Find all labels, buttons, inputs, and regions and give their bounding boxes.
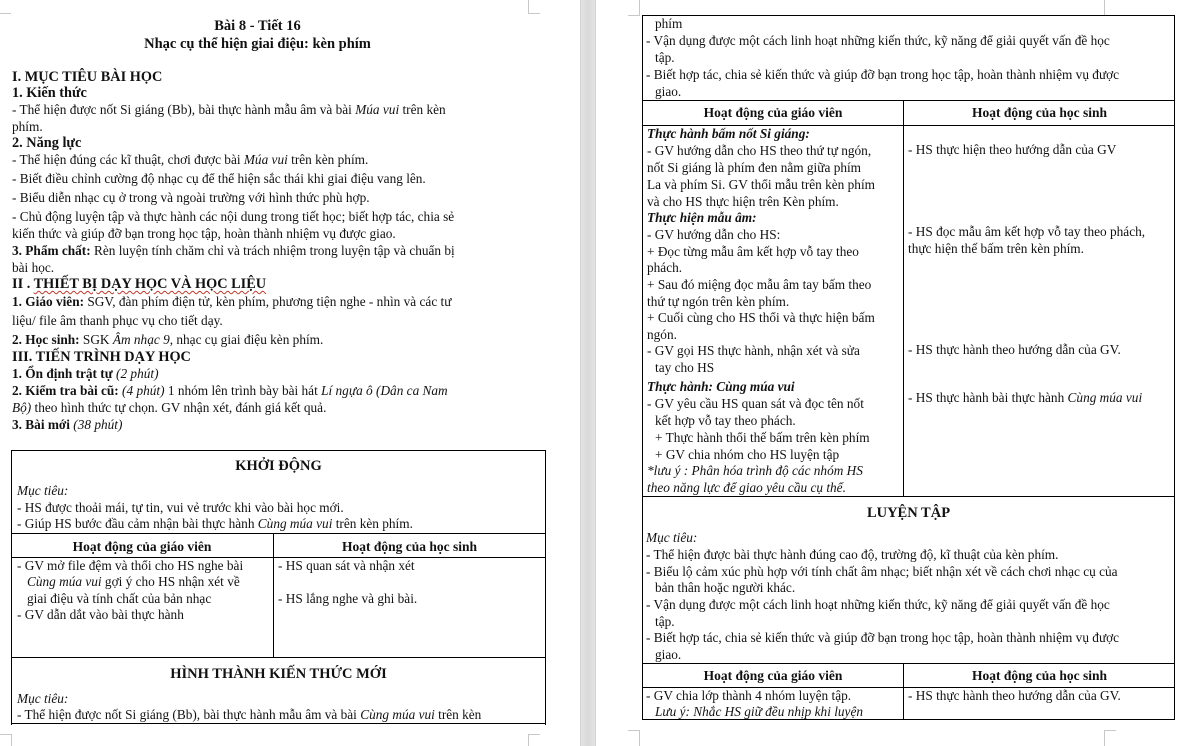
equipment-teacher-cont: liệu/ file âm thanh phục vụ cho tiết dạy. xyxy=(12,313,223,328)
activity-heading-practice: Thực hành: Cùng múa vui xyxy=(647,379,795,394)
teacher-activity-cont: kết hợp vỗ tay theo phách. xyxy=(655,413,796,428)
student-activity: - HS đọc mẫu âm kết hợp vỗ tay theo phách, xyxy=(908,224,1146,239)
practice-goal: - Biết hợp tác, chia sẻ kiến thức và giúp đỡ bạn trong học tập, hoàn thành nhiệm vụ được xyxy=(646,630,1120,645)
page-corner-mark xyxy=(628,730,640,746)
page-gutter xyxy=(580,0,596,746)
teacher-activity: - GV yêu cầu HS quan sát và đọc tên nốt xyxy=(647,396,864,411)
table-rule xyxy=(642,100,1175,101)
teacher-activity: + Sau đó miệng đọc mẫu âm tay bấm theo xyxy=(647,277,872,292)
teacher-activity: - GV hướng dẫn cho HS theo thứ tự ngón, xyxy=(647,143,872,158)
page-corner-mark xyxy=(1104,730,1116,746)
teacher-activity: thứ tự ngón trên kèn phím. xyxy=(647,294,790,309)
teacher-activity-cont: Cùng múa vui gợi ý cho HS nhận xét về xyxy=(27,574,240,589)
page-corner-mark xyxy=(0,734,12,746)
practice-goal: - Vận dụng được một cách linh hoạt những kiến thức, kỹ năng để giải quyết vấn đề học xyxy=(646,597,1110,612)
equipment-teacher: 1. Giáo viên: SGV, đàn phím điện tử, kèn phím, phương tiện nghe - nhìn và các tư xyxy=(12,294,452,309)
new-knowledge-goal: - Biết hợp tác, chia sẻ kiến thức và giúp đỡ bạn trong học tập, hoàn thành nhiệm vụ được xyxy=(646,67,1120,82)
lesson-title: Nhạc cụ thể hiện giai điệu: kèn phím xyxy=(144,36,371,52)
table-rule xyxy=(11,723,546,724)
teacher-activity: ngón. xyxy=(647,327,677,342)
table-rule xyxy=(11,533,546,534)
qualities-text-cont: bài học. xyxy=(12,260,55,275)
page-corner-mark xyxy=(0,0,11,14)
equipment-student: 2. Học sinh: SGK Âm nhạc 9, nhạc cụ giai điệu kèn phím. xyxy=(12,332,324,347)
process-step-2: 2. Kiểm tra bài cũ: (4 phút) 1 nhóm lên trình bày bài hát Lí ngựa ô (Dân ca Nam xyxy=(12,383,448,398)
col-header-student: Hoạt động của học sinh xyxy=(341,539,478,554)
teacher-note-cont: theo năng lực để giao yêu cầu cụ thể. xyxy=(647,480,846,495)
teacher-activity: phách. xyxy=(647,260,683,275)
competence-item: - Biểu diễn nhạc cụ ở trong và ngoài trường với hình thức phù hợp. xyxy=(12,190,370,205)
document-page-right xyxy=(596,0,1182,746)
teacher-activity: - GV mở file đệm và thổi cho HS nghe bài xyxy=(17,558,244,573)
col-header-teacher: Hoạt động của giáo viên xyxy=(703,105,843,120)
col-header-teacher: Hoạt động của giáo viên xyxy=(703,668,843,683)
section-heading-objectives: I. MỤC TIÊU BÀI HỌC xyxy=(12,69,163,85)
competence-item: - Chủ động luyện tập và thực hành các nội dung trong tiết học; biết hợp tác, chia sẻ xyxy=(12,209,455,224)
page-corner-mark xyxy=(528,0,540,14)
table-column-divider xyxy=(903,663,904,720)
process-step-1: 1. Ổn định trật tự (2 phút) xyxy=(12,366,159,381)
col-header-student: Hoạt động của học sinh xyxy=(971,668,1108,683)
warmup-heading: KHỞI ĐỘNG xyxy=(235,458,322,474)
new-knowledge-goal-cont: tập. xyxy=(655,50,675,65)
col-header-student: Hoạt động của học sinh xyxy=(971,105,1108,120)
page-corner-mark xyxy=(628,0,640,16)
document-page-left xyxy=(0,0,580,746)
table-rule xyxy=(11,657,546,658)
page-corner-mark xyxy=(528,734,540,746)
teacher-note: Lưu ý: Nhắc HS giữ đều nhịp khi luyện xyxy=(655,704,864,719)
teacher-note: *lưu ý : Phân hóa trình độ các nhóm HS xyxy=(647,463,863,478)
practice-goal-cont: tập. xyxy=(655,614,675,629)
practice-goal: - Thể hiện được bài thực hành đúng cao độ, trường độ, kĩ thuật của kèn phím. xyxy=(646,547,1059,562)
new-knowledge-heading: HÌNH THÀNH KIẾN THỨC MỚI xyxy=(170,666,387,682)
lesson-number: Bài 8 - Tiết 16 xyxy=(214,18,301,34)
col-header-teacher: Hoạt động của giáo viên xyxy=(72,539,212,554)
table-column-divider xyxy=(273,533,274,658)
teacher-activity: + Thực hành thổi thế bấm trên kèn phím xyxy=(655,430,870,445)
process-step-2-cont: Bộ) theo hình thức tự chọn. GV nhận xét, đánh giá kết quả. xyxy=(12,400,327,415)
practice-goal-cont: bản thân hoặc người khác. xyxy=(655,580,796,595)
teacher-activity: - GV dẫn dắt vào bài thực hành xyxy=(17,607,184,622)
competence-item-cont: kiến thức và giúp đỡ bạn trong học tập, hoàn thành nhiệm vụ được giao. xyxy=(12,226,396,241)
warmup-goal: - Giúp HS bước đầu cảm nhận bài thực hành Cùng múa vui trên kèn phím. xyxy=(17,516,413,531)
practice-goal-cont: giao. xyxy=(655,647,682,662)
warmup-goal-label: Mục tiêu: xyxy=(17,483,69,498)
student-activity-cont: thực hiện thế bấm trên kèn phím. xyxy=(908,241,1084,256)
competence-item: - Thể hiện đúng các kĩ thuật, chơi được bài Múa vui trên kèn phím. xyxy=(12,152,369,167)
teacher-activity: - GV hướng dẫn cho HS: xyxy=(647,227,781,242)
qualities-text: 3. Phẩm chất: Rèn luyện tính chăm chỉ và trách nhiệm trong luyện tập và chuẩn bị xyxy=(12,243,455,258)
student-activity: - HS thực hiện theo hướng dẫn của GV xyxy=(908,142,1117,157)
new-knowledge-goal-cont: phím xyxy=(655,16,683,31)
section-heading-equipment: II . THIẾT BỊ DẠY HỌC VÀ HỌC LIỆU xyxy=(12,276,267,292)
table-rule xyxy=(642,663,1175,664)
teacher-activity: + Cuối cùng cho HS thổi và thực hiện bấm xyxy=(647,310,875,325)
new-knowledge-goal-cont: giao. xyxy=(655,84,682,99)
teacher-activity: và cho HS thực hiện trên Kèn phím. xyxy=(647,194,839,209)
subheading-competence: 2. Năng lực xyxy=(12,135,82,151)
teacher-activity-cont: giai điệu và tính chất của bản nhạc xyxy=(27,591,212,606)
section-heading-process: III. TIẾN TRÌNH DẠY HỌC xyxy=(12,349,191,365)
student-activity: - HS quan sát và nhận xét xyxy=(278,558,415,573)
teacher-activity-cont: tay cho HS xyxy=(655,360,715,375)
practice-heading: LUYỆN TẬP xyxy=(866,505,951,521)
teacher-activity: - GV chia lớp thành 4 nhóm luyện tập. xyxy=(646,688,852,703)
student-activity: - HS thực hành bài thực hành Cùng múa vui xyxy=(908,390,1143,405)
activity-heading-b-flat: Thực hành bấm nốt Si giáng: xyxy=(647,126,810,141)
new-knowledge-goal-label: Mục tiêu: xyxy=(17,691,69,706)
teacher-activity: + Đọc từng mẫu âm kết hợp vỗ tay theo xyxy=(647,244,859,259)
subheading-knowledge: 1. Kiến thức xyxy=(12,85,87,101)
teacher-activity: nốt Si giáng là phím đen nằm giữa phím xyxy=(647,160,862,175)
student-activity: - HS thực hành theo hướng dẫn của GV. xyxy=(908,342,1121,357)
warmup-goal: - HS được thoải mái, tự tin, vui vẻ trước khi vào bài học mới. xyxy=(17,500,344,515)
knowledge-text: - Thể hiện được nốt Si giáng (Bb), bài thực hành mẫu âm và bài Múa vui trên kèn xyxy=(12,102,446,117)
teacher-activity: La và phím Si. GV thổi mẫu trên kèn phím xyxy=(647,177,875,192)
practice-goal-label: Mục tiêu: xyxy=(646,530,698,545)
teacher-activity: - GV gọi HS thực hành, nhận xét và sửa xyxy=(647,343,860,358)
knowledge-text-cont: phím. xyxy=(12,119,43,134)
practice-goal: - Biểu lộ cảm xúc phù hợp với tính chất âm nhạc; biết nhận xét về cách chơi nhạc cụ của xyxy=(646,564,1118,579)
new-knowledge-goal: - Thể hiện được nốt Si giáng (Bb), bài thực hành mẫu âm và bài Cùng múa vui trên kèn xyxy=(17,707,482,722)
table-column-divider xyxy=(903,100,904,497)
activity-heading-pattern: Thực hiện mẫu âm: xyxy=(647,210,757,225)
process-step-3: 3. Bài mới (38 phút) xyxy=(12,417,123,432)
student-activity: - HS thực hành theo hướng dẫn của GV. xyxy=(908,688,1121,703)
page-corner-mark xyxy=(1104,0,1116,16)
student-activity: - HS lắng nghe và ghi bài. xyxy=(278,591,418,606)
teacher-activity: + GV chia nhóm cho HS luyện tập xyxy=(655,447,840,462)
new-knowledge-goal: - Vận dụng được một cách linh hoạt những kiến thức, kỹ năng để giải quyết vấn đề học xyxy=(646,33,1110,48)
competence-item: - Biết điều chỉnh cường độ nhạc cụ để thể hiện sắc thái khi giai điệu vang lên. xyxy=(12,171,426,186)
